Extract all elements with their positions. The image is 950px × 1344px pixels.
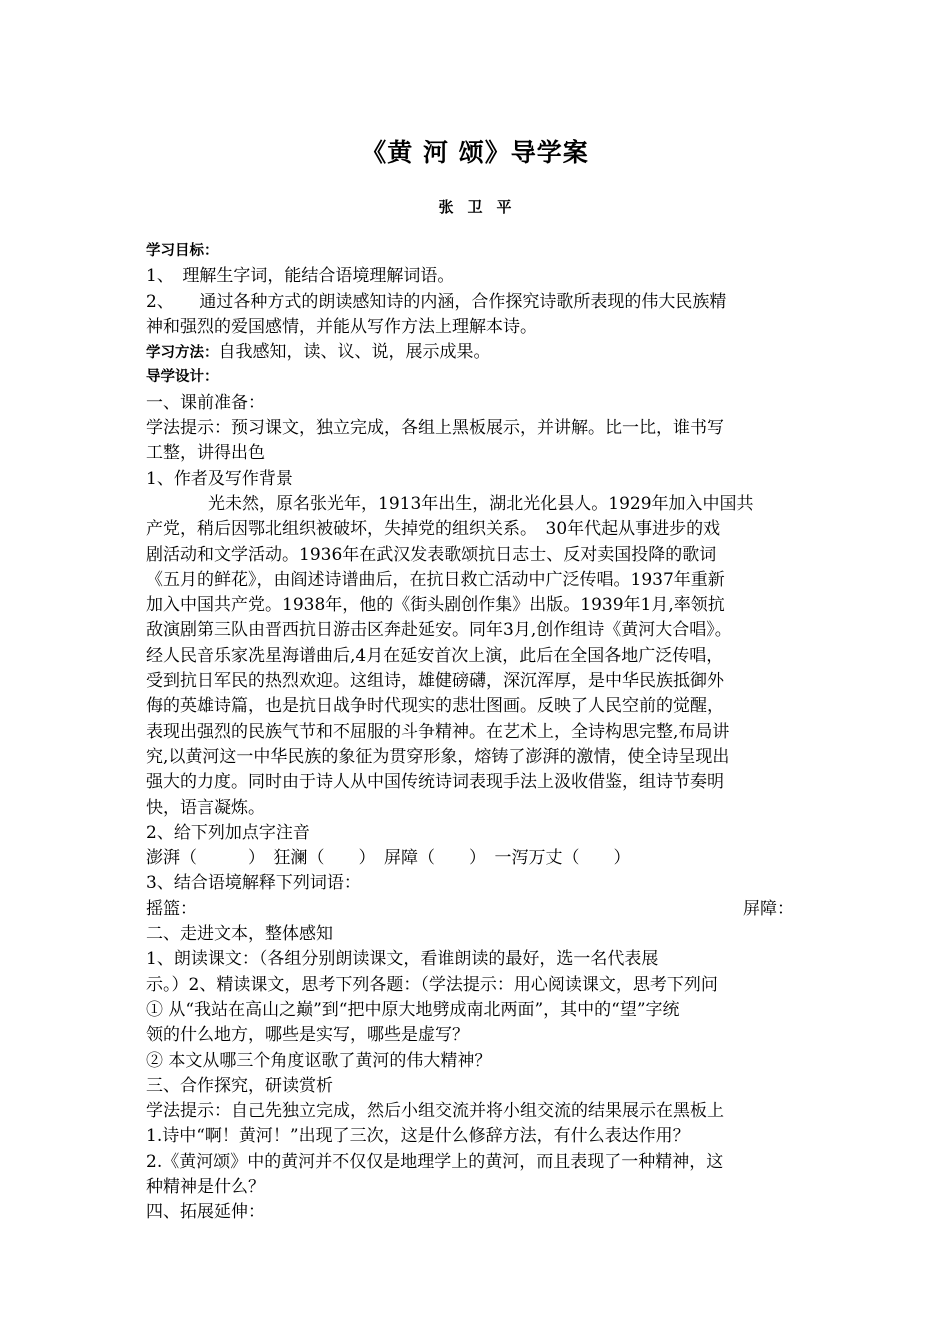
author-name [0,196,950,217]
section-4-title: 四、拓展延伸： [146,1202,265,1223]
bio-line: 加入中国共产党。1938年，他的《街头剧创作集》出版。1939年1月,率领抗 [146,595,725,616]
section-2-line: 示。）2、精读课文，思考下列各题：（学法提示：用心阅读课文，思考下列问 [146,974,718,995]
word-explain-row [146,897,794,922]
method-text: 自我感知，读、议、说，展示成果。 [218,342,491,363]
author-char: 卫 [467,198,483,216]
section-2-line: 领的什么地方，哪些是实写，哪些是虚写？ [146,1025,469,1046]
section-2-line: ② 本文从哪三个角度讴歌了黄河的伟大精神？ [146,1050,492,1071]
page-title: 《黄 河 颂》导学案 [361,138,589,167]
goal-2-line-2: 神和强烈的爱国感情，并能从写作方法上理解本诗。 [146,316,537,337]
word-yaolan: 摇篮： [146,898,197,919]
author-char: 张 [438,198,454,216]
section-2-title: 二、走进文本，整体感知 [146,924,333,945]
pinyin-items: 澎湃（ ） 狂澜（ ） 屏障（ ） 一泻万丈（ ） [146,848,631,869]
section-1-tip-line-1: 学法提示：预习课文，独立完成，各组上黑板展示，并讲解。比一比，谁书写 [146,418,724,439]
method-line [146,340,814,365]
word-pingzhang: 屏障： [743,898,794,919]
bio-line: 究,以黄河这一中华民族的象征为贯穿形象，熔铸了澎湃的激情，使全诗呈现出 [146,746,730,767]
bio-line: 经人民音乐家冼星海谱曲后,4月在延安首次上演，此后在全国各地广泛传唱， [146,645,724,666]
section-3-line: 种精神是什么？ [146,1176,265,1197]
document-body [146,239,814,1226]
method-label: 学习方法： [146,345,219,362]
bio-line: 侮的英雄诗篇，也是抗日战争时代现实的悲壮图画。反映了人民空前的觉醒， [146,696,724,717]
section-3-title: 三、合作探究，研读赏析 [146,1075,333,1096]
section-1-tip-line-2: 工整，讲得出色 [146,443,265,464]
section-1-question-1: 1、作者及写作背景 [146,468,293,489]
section-3-line: 学法提示：自己先独立完成，然后小组交流并将小组交流的结果展示在黑板上 [146,1101,724,1122]
bio-line: 受到抗日军民的热烈欢迎。这组诗，雄健磅礴，深沉浑厚，是中华民族抵御外 [146,671,724,692]
goal-2-line-1: 2、 通过各种方式的朗读感知诗的内涵，合作探究诗歌所表现的伟大民族精 [146,291,727,312]
section-1-title: 一、课前准备： [146,392,265,413]
section-3-line: 2.《黄河颂》中的黄河并不仅仅是地理学上的黄河，而且表现了一种精神，这 [146,1151,724,1172]
bio-line: 光未然，原名张光年，1913年出生，湖北光化县人。1929年加入中国共 [208,493,754,514]
design-heading: 导学设计： [146,369,219,386]
section-1-question-2: 2、给下列加点字注音 [146,822,310,843]
bio-line: 产党，稍后因鄂北组织被破坏，失掉党的组织关系。 30年代起从事进步的戏 [146,519,721,540]
bio-line: 《五月的鲜花》，由阎述诗谱曲后，在抗日救亡活动中广泛传唱。1937年重新 [146,569,725,590]
bio-line: 表现出强烈的民族气节和不屈服的斗争精神。在艺术上，全诗构思完整,布局讲 [146,721,730,742]
bio-line: 剧活动和文学活动。1936年在武汉发表歌颂抗日志士、反对卖国投降的歌词 [146,544,717,565]
goals-heading: 学习目标： [146,243,219,259]
section-3-line: 1.诗中“啊！黄河！”出现了三次，这是什么修辞方法，有什么表达作用？ [146,1126,690,1147]
section-2-line: 1、朗读课文：（各组分别朗读课文，看谁朗读的最好，选一名代表展 [146,949,659,970]
bio-line: 强大的力度。同时由于诗人从中国传统诗词表现手法上汲收借鉴，组诗节奏明 [146,772,724,793]
goal-1: 1、 理解生字词，能结合语境理解词语。 [146,266,455,287]
author-char: 平 [496,198,512,216]
bio-line: 敌演剧第三队由晋西抗日游击区奔赴延安。同年3月,创作组诗《黄河大合唱》。 [146,620,732,641]
section-2-line: ① 从“我站在高山之巅”到“把中原大地劈成南北两面”，其中的“望”字统 [146,999,680,1020]
bio-line: 快，语言凝炼。 [146,797,265,818]
section-1-question-3: 3、结合语境解释下列词语： [146,873,361,894]
